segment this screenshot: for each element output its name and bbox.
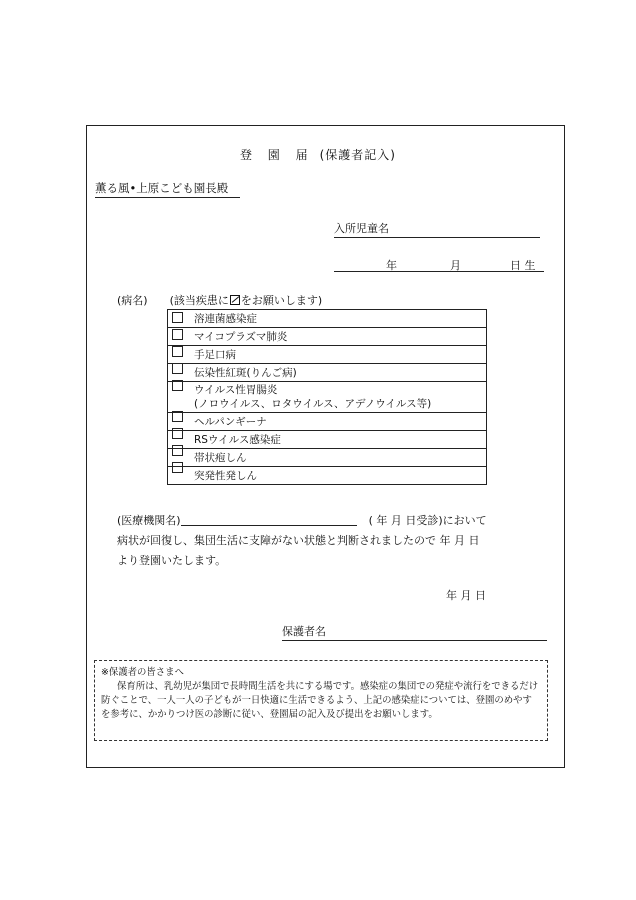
disease-item: 突発性発しん bbox=[168, 467, 487, 485]
form-title-sub: (保護者記入) bbox=[319, 148, 396, 162]
disease-checkbox[interactable] bbox=[172, 363, 183, 374]
table-row bbox=[168, 310, 487, 328]
medical-suffix: ( 年 月 日受診)において bbox=[368, 514, 487, 527]
disease-checkbox[interactable] bbox=[172, 445, 183, 456]
disease-item: マイコプラズマ肺炎 bbox=[168, 328, 487, 346]
signature-date-field[interactable]: 年 月 日 bbox=[446, 589, 486, 602]
guardian-name-label: 保護者名 bbox=[282, 625, 326, 638]
disease-item: ヘルパンギーナ bbox=[168, 413, 487, 431]
guardian-name-field[interactable] bbox=[282, 623, 547, 641]
table-row bbox=[168, 449, 487, 467]
disease-checkbox[interactable] bbox=[172, 346, 183, 357]
disease-instruction-post: をお願いします) bbox=[240, 294, 323, 307]
birth-day-label: 日 生 bbox=[510, 259, 536, 272]
disease-heading bbox=[117, 292, 322, 308]
disease-checkbox[interactable] bbox=[172, 462, 183, 473]
child-name-field[interactable] bbox=[334, 220, 540, 238]
disease-item-line2: (ノロウイルス、ロタウイルス、アデノウイルス等) bbox=[194, 398, 432, 410]
medical-institution-field[interactable] bbox=[181, 513, 357, 526]
table-row bbox=[168, 382, 487, 413]
disease-heading-label: (病名) bbox=[117, 294, 148, 307]
disease-table bbox=[167, 309, 487, 485]
checkmark-icon bbox=[230, 295, 240, 305]
notice-body: 保育所は、乳幼児が集団で長時間生活を共にする場です。感染症の集団での発症や流行をできるだけ防ぐことで、一人一人の子どもが一日快適に生活できるよう、上記の感染症については、登園のめやすを参考に、かかりつけ医の診断に従い、登園届の記入及び提出をお願いします。 bbox=[101, 681, 539, 720]
notice-heading: ※保護者の皆さまへ bbox=[101, 667, 184, 678]
disease-item: 手足口病 bbox=[168, 346, 487, 364]
disease-checkbox[interactable] bbox=[172, 312, 183, 323]
medical-label: (医療機関名) bbox=[117, 514, 181, 527]
birth-year-label: 年 bbox=[386, 259, 397, 272]
table-row bbox=[168, 413, 487, 431]
table-row bbox=[168, 431, 487, 449]
recovery-statement: 病状が回復し、集団生活に支障がない状態と判断されましたので 年 月 日 bbox=[117, 534, 480, 547]
disease-item-line1: ウイルス性胃腸炎 bbox=[194, 384, 278, 396]
disease-checkbox[interactable] bbox=[172, 411, 183, 422]
birth-month-label: 月 bbox=[450, 259, 461, 272]
disease-checkbox[interactable] bbox=[172, 428, 183, 439]
table-row bbox=[168, 467, 487, 485]
disease-instruction-pre: (該当疾患に bbox=[169, 294, 229, 307]
table-row bbox=[168, 328, 487, 346]
child-name-label: 入所児童名 bbox=[334, 222, 389, 235]
disease-item: 帯状疱しん bbox=[168, 449, 487, 467]
disease-checkbox[interactable] bbox=[172, 380, 183, 391]
disease-item: RSウイルス感染症 bbox=[168, 431, 487, 449]
attend-statement: より登園いたします。 bbox=[117, 554, 227, 567]
guardian-notice bbox=[94, 660, 548, 741]
disease-item: 溶連菌感染症 bbox=[168, 310, 487, 328]
medical-institution-line bbox=[117, 512, 487, 528]
disease-item: 伝染性紅斑(りんご病) bbox=[168, 364, 487, 382]
table-row bbox=[168, 364, 487, 382]
form-title bbox=[0, 146, 636, 163]
table-row bbox=[168, 346, 487, 364]
disease-item-multiline bbox=[168, 382, 487, 413]
disease-checkbox[interactable] bbox=[172, 329, 183, 340]
addressee: 薫る風•上原こども園長殿 bbox=[95, 180, 240, 198]
form-title-main: 登 園 届 bbox=[239, 148, 314, 162]
birth-date-field[interactable] bbox=[334, 257, 544, 272]
